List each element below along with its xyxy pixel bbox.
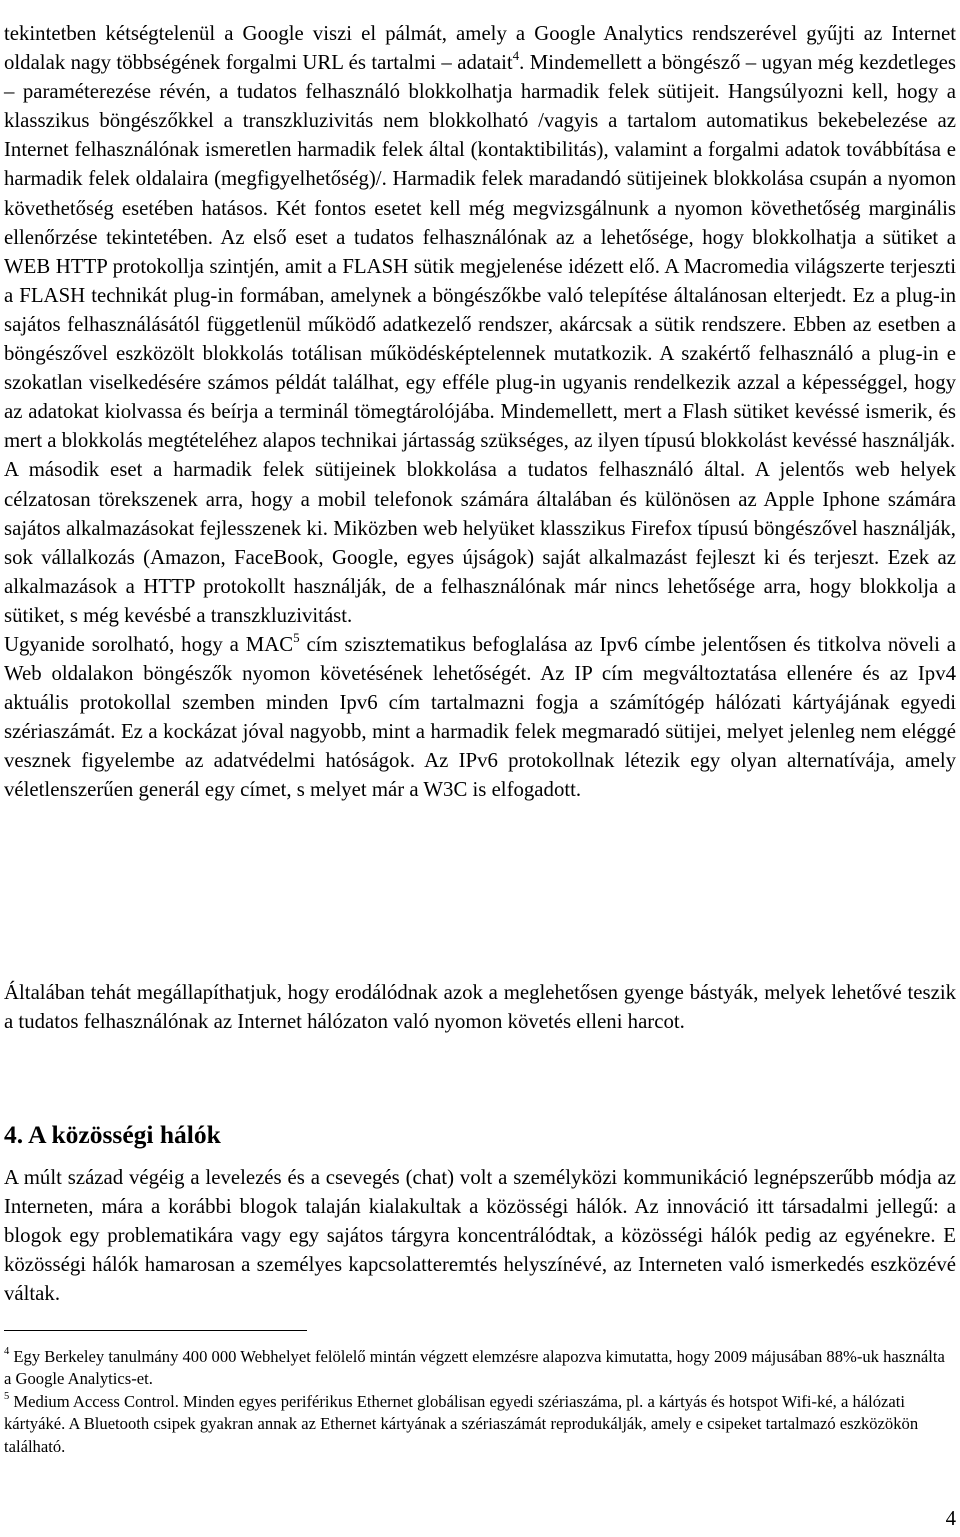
body-paragraph-1 bbox=[4, 19, 956, 805]
footnote-text: Medium Access Control. Minden egyes periférikus Ethernet globálisan egyedi szériaszáma, pl. a kártyás és hotspot Wifi-ké, a hálózati kártyáké. A Bluetooth csipek gyakran annak az Ethernet kártyának a szériaszámát reprodukálják, amely e csipeket tartalmazó eszközökön található. bbox=[4, 1392, 919, 1456]
footnote-reference-4: 4 bbox=[512, 48, 520, 64]
page-number: 4 bbox=[945, 1507, 956, 1530]
body-paragraph-3: A múlt század végéig a levelezés és a csevegés (chat) volt a személyközi kommunikáció legnépszerűbb módja az Interneten, mára a korábbi blogok talaján kialakultak a közösségi hálók. Az innováció itt társadalmi jellegű: a blogok egy problematikára vagy egy sajátos tárgyra koncentrálódtak, a közösségi hálók pedig az egyénekre. E közösségi hálók hamarosan a személyes kapcsolatteremtés helyszínévé, az Interneten való ismerkedés eszközévé váltak. bbox=[4, 1166, 956, 1306]
footnote-separator bbox=[4, 1330, 307, 1331]
paragraph-text-part: tekintetben kétségtelenül a Google viszi el pálmát, amely a Google Analytics rendszerével gyűjti az Internet oldalak nagy többségének forgalmi URL és tartalmi – adatait bbox=[4, 22, 956, 75]
paragraph-text bbox=[4, 630, 956, 805]
paragraph-text bbox=[4, 19, 956, 455]
footnote-reference-5: 5 bbox=[293, 630, 300, 646]
footnote-5 bbox=[4, 1391, 956, 1458]
paragraph-text-part: . Mindemellett a böngésző – ugyan még kezdetleges – paraméterezése révén, a tudatos felhasználó blokkolhatja harmadik felek sütijeit. Hangsúlyozni kell, hogy a klasszikus böngészőkkel a transzkluzivitás nem blokkolható /vagyis a tartalom automatikus bekebelezése az Internet felhasználónak ismeretlen harmadik felek által (kontaktibilitás), valamint a forgalmi adatok továbbítása e harmadik felek oldalaira (megfigyelhetőség)/. Harmadik felek maradandó sütijeinek blokkolása csupán a nyomon követhetőség esetében hatásos. Két fontos esetet kell még megvizsgálnunk a nyomon követhetőség marginális ellenőrzése tekintetében. Az első eset a tudatos felhasználónak az a lehetősége, hogy blokkolhatja a sütiket a WEB HTTP protokollja szintjén, amit a FLASH sütik megjelenése idézett elő. A Macromedia világszerte terjeszti a FLASH technikát plug-in formában, amelynek a böngészőkbe való telepítése általánosan elterjedt. Ez a plug-in sajátos felhasználásától függetlenül működő adatkezelő rendszer, akárcsak a sütik rendszere. Ebben az esetben a böngészővel eszközölt blokkolás totálisan működésképtelennek mutatkozik. A szakértő felhasználó a plug-in e szokatlan viselkedésére számos példát találhat, egy efféle plug-in ugyanis rendelkezik azzal a képességgel, hogy az adatokat kiolvassa és beírja a terminál tömegtárolójába. Mindemellett, mert a Flash sütiket kevéssé ismerik, és mert a blokkolás megtételéhez alapos technikai jártasság szükséges, az ilyen típusú blokkolást kevéssé használják. bbox=[4, 51, 956, 453]
footnote-number: 5 bbox=[4, 1391, 10, 1403]
body-paragraph-2: Általában tehát megállapíthatjuk, hogy erodálódnak azok a meglehetősen gyenge bástyák, melyek lehetővé teszik a tudatos felhasználónak az Internet hálózaton való nyomon követés elleni harcot. bbox=[4, 981, 956, 1034]
footnote-4 bbox=[4, 1346, 956, 1391]
paragraph-text-part: cím szisztematikus befoglalása az Ipv6 címbe jelentősen és titkolva növeli a Web oldalakon böngészők nyomon követésének lehetőségét. Az IP cím megváltoztatása ellenére és az Ipv4 aktuális protokollal szemben minden Ipv6 cím tartalmazni fogja a számítógép hálózati kártyájának egyedi szériaszámát. Ez a kockázat jóval nagyobb, mint a harmadik felek megmaradó sütijei, melyet jelenleg nem eléggé vesznek figyelembe az adatvédelmi hatóságok. Az IPv6 protokollnak létezik egy olyan alternatívája, amely véletlenszerűen generál egy címet, s melyet már a W3C is elfogadott. bbox=[4, 632, 956, 802]
footnote-number: 4 bbox=[4, 1346, 10, 1358]
paragraph-text-part: Ugyanide sorolható, hogy a MAC bbox=[4, 632, 294, 656]
footnote-text: Egy Berkeley tanulmány 400 000 Webhelyet felölelő mintán végzett elemzésre alapozva kimutatta, hogy 2009 májusában 88%-uk használta a Google Analytics-et. bbox=[4, 1347, 945, 1389]
paragraph-text: A második eset a harmadik felek sütijeinek blokkolása a tudatos felhasználó által. A jelentős web helyek célzatosan törekszenek arra, hogy a mobil telefonok számára általában és különösen az Apple Iphone számára sajátos alkalmazásokat fejlesszenek ki. Miközben web helyüket klasszikus Firefox típusú böngészővel használják, sok vállalkozás (Amazon, FaceBook, Google, egyes újságok) saját alkalmazást fejleszt ki és terjeszt. Ezek az alkalmazások a HTTP protokollt használják, de a felhasználónak már nincs lehetősége arra, hogy blokkolja a sütiket, s még kevésbé a transzkluzivitást. bbox=[4, 458, 956, 627]
section-heading: 4. A közösségi hálók bbox=[4, 1120, 221, 1149]
